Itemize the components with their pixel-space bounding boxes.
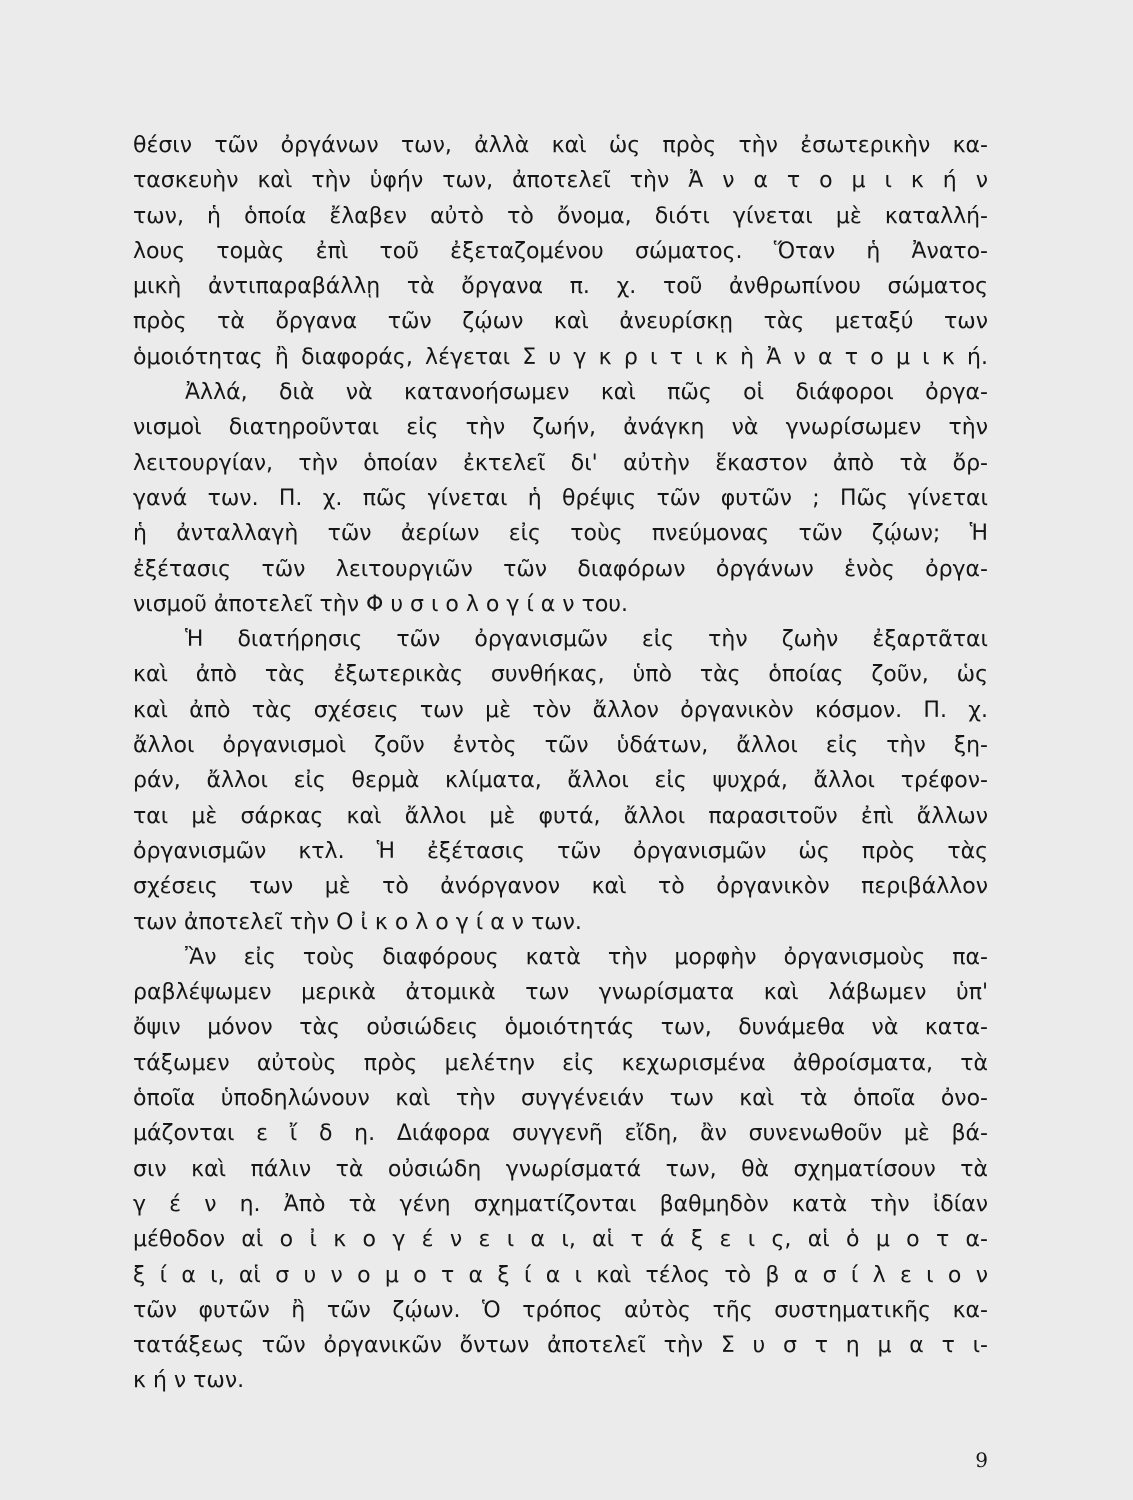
text-line: πρὸς τὰ ὄργανα τῶν ζῴων καὶ ἀνευρίσκῃ τὰς μεταξύ των [133, 309, 988, 335]
text-line: σιν καὶ πάλιν τὰ οὐσιώδη γνωρίσματά των, θὰ σχηματίσουν τὰ [133, 1156, 988, 1182]
text-line: τατάξεως τῶν ὀργανικῶν ὄντων ἀποτελεῖ τὴν Σ υ σ τ η μ α τ ι- [133, 1333, 988, 1359]
text-line: των, ἡ ὁποία ἔλαβεν αὐτὸ τὸ ὄνομα, διότι γίνεται μὲ καταλλή- [133, 203, 988, 229]
text-line: Ἂν εἰς τοὺς διαφόρους κατὰ τὴν μορφὴν ὀργανισμοὺς πα- [185, 944, 988, 970]
text-line: ὀργανισμῶν κτλ. Ἡ ἐξέτασις τῶν ὀργανισμῶν ὡς πρὸς τὰς [133, 838, 988, 864]
text-line: ραβλέψωμεν μερικὰ ἀτομικὰ των γνωρίσματα καὶ λάβωμεν ὑπ' [133, 980, 988, 1006]
text-line: θέσιν τῶν ὀργάνων των, ἀλλὰ καὶ ὡς πρὸς τὴν ἐσωτερικὴν κα- [133, 133, 988, 158]
text-line: τάξωμεν αὐτοὺς πρὸς μελέτην εἰς κεχωρισμένα ἀθροίσματα, τὰ [133, 1050, 988, 1076]
text-line: τῶν φυτῶν ἢ τῶν ζῴων. Ὁ τρόπος αὐτὸς τῆς συστηματικῆς κα- [133, 1297, 988, 1323]
text-line: μάζονται ε ἴ δ η. Διάφορα συγγενῆ εἴδη, ἂν συνενωθοῦν μὲ βά- [133, 1121, 988, 1147]
text-line: ράν, ἄλλοι εἰς θερμὰ κλίματα, ἄλλοι εἰς ψυχρά, ἄλλοι τρέφον- [133, 768, 988, 794]
text-line: ἡ ἀνταλλαγὴ τῶν ἀερίων εἰς τοὺς πνεύμονας τῶν ζῴων; Ἡ [133, 521, 988, 547]
text-line: γ έ ν η. Ἀπὸ τὰ γένη σχηματίζονται βαθμηδὸν κατὰ τὴν ἰδίαν [133, 1191, 988, 1217]
text-line: λειτουργίαν, τὴν ὁποίαν ἐκτελεῖ δι' αὐτὴν ἕκαστον ἀπὸ τὰ ὄρ- [133, 450, 988, 476]
body-text [133, 128, 988, 1399]
text-line: σχέσεις των μὲ τὸ ἀνόργανον καὶ τὸ ὀργανικὸν περιβάλλον [133, 874, 988, 900]
page-number: 9 [975, 1448, 988, 1472]
text-line: ται μὲ σάρκας καὶ ἄλλοι μὲ φυτά, ἄλλοι παρασιτοῦν ἐπὶ ἄλλων [133, 803, 988, 829]
text-line: ὄψιν μόνον τὰς οὐσιώδεις ὁμοιότητάς των, δυνάμεθα νὰ κατα- [133, 1015, 988, 1041]
text-line: των ἀποτελεῖ τὴν Ο ἰ κ ο λ ο γ ί α ν των. [133, 909, 582, 935]
text-line: ὁμοιότητας ἢ διαφοράς, λέγεται Σ υ γ κ ρ ι τ ι κ ὴ Ἀ ν α τ ο μ ι κ ή. [133, 344, 988, 370]
text-line: λους τομὰς ἐπὶ τοῦ ἐξεταζομένου σώματος. Ὅταν ἡ Ἀνατο- [133, 238, 988, 264]
text-line: καὶ ἀπὸ τὰς ἐξωτερικὰς συνθήκας, ὑπὸ τὰς ὁποίας ζοῦν, ὡς [133, 662, 988, 688]
text-line: ἐξέτασις τῶν λειτουργιῶν τῶν διαφόρων ὀργάνων ἑνὸς ὀργα- [133, 556, 988, 582]
text-line: μέθοδον αἱ ο ἰ κ ο γ έ ν ε ι α ι, αἱ τ ά ξ ε ι ς, αἱ ὁ μ ο τ α- [133, 1227, 988, 1253]
text-line: τασκευὴν καὶ τὴν ὑφήν των, ἀποτελεῖ τὴν Ἀ ν α τ ο μ ι κ ή ν [133, 168, 988, 194]
text-line: μικὴ ἀντιπαραβάλλῃ τὰ ὄργανα π. χ. τοῦ ἀνθρωπίνου σώματος [133, 274, 988, 300]
text-line: Ἡ διατήρησις τῶν ὀργανισμῶν εἰς τὴν ζωὴν ἐξαρτᾶται [185, 627, 988, 653]
text-line: καὶ ἀπὸ τὰς σχέσεις των μὲ τὸν ἄλλον ὀργανικὸν κόσμον. Π. χ. [133, 697, 988, 723]
text-line: κ ή ν των. [133, 1368, 245, 1394]
text-line: νισμοὶ διατηροῦνται εἰς τὴν ζωήν, ἀνάγκη νὰ γνωρίσωμεν τὴν [133, 415, 988, 441]
text-line: νισμοῦ ἀποτελεῖ τὴν Φ υ σ ι ο λ ο γ ί α ν του. [133, 591, 628, 617]
text-line: Ἀλλά, διὰ νὰ κατανοήσωμεν καὶ πῶς οἱ διάφοροι ὀργα- [185, 380, 988, 406]
text-line: γανά των. Π. χ. πῶς γίνεται ἡ θρέψις τῶν φυτῶν ; Πῶς γίνεται [133, 485, 988, 511]
text-line: ὁποῖα ὑποδηλώνουν καὶ τὴν συγγένειάν των καὶ τὰ ὁποῖα ὀνο- [133, 1086, 988, 1112]
text-line: ἄλλοι ὀργανισμοὶ ζοῦν ἐντὸς τῶν ὑδάτων, ἄλλοι εἰς τὴν ξη- [133, 733, 988, 759]
text-line: ξ ί α ι, αἱ σ υ ν ο μ ο τ α ξ ί α ι καὶ τέλος τὸ β α σ ί λ ε ι ο ν [133, 1262, 988, 1288]
